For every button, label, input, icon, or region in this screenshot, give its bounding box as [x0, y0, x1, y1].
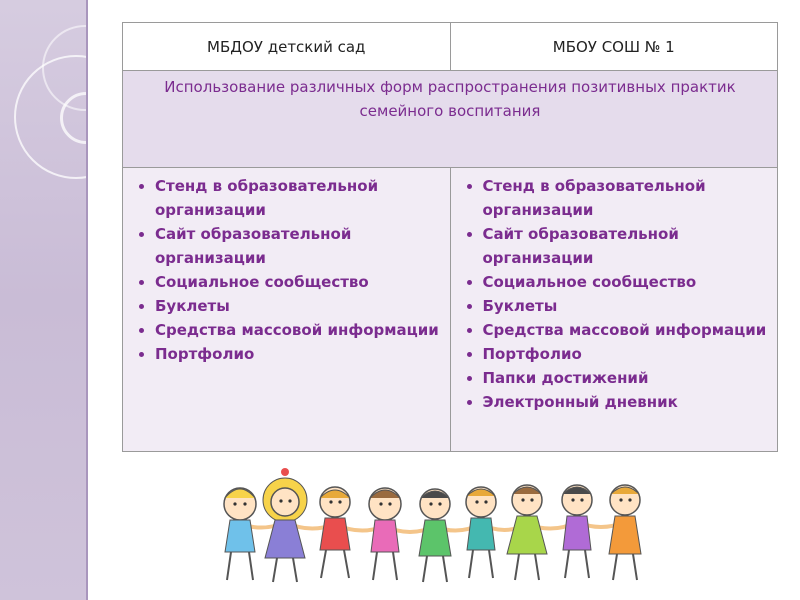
list-item: • Социальное сообщество	[155, 270, 442, 294]
list-item: • Сайт образовательной организации	[155, 222, 442, 270]
table-body-row	[123, 168, 778, 452]
list-item: • Стенд в образовательной организации	[483, 174, 770, 222]
child-figure	[466, 487, 496, 578]
column-header-school: МБОУ СОШ № 1	[450, 23, 778, 71]
table-header-row	[123, 23, 778, 71]
kindergarten-cell	[123, 168, 451, 452]
child-figure	[224, 488, 256, 580]
child-figure	[609, 485, 641, 580]
list-item: • Сайт образовательной организации	[483, 222, 770, 270]
child-figure	[369, 488, 401, 580]
child-figure	[562, 485, 592, 578]
list-item: • Средства массовой информации	[483, 318, 770, 342]
list-item: • Стенд в образовательной организации	[155, 174, 442, 222]
list-item: • Папки достижений	[483, 366, 770, 390]
child-figure	[320, 487, 350, 578]
table-subtitle: Использование различных форм распространения позитивных практик семейного воспитания	[123, 71, 778, 168]
list-item: • Буклеты	[155, 294, 442, 318]
list-item: • Портфолио	[483, 342, 770, 366]
list-item: • Портфолио	[155, 342, 442, 366]
list-item: • Буклеты	[483, 294, 770, 318]
child-figure	[507, 485, 547, 580]
comparison-table	[122, 22, 778, 452]
list-item: • Социальное сообщество	[483, 270, 770, 294]
school-list	[461, 174, 770, 414]
sidebar-edge	[86, 0, 88, 600]
table-subtitle-row	[123, 71, 778, 168]
children-holding-hands-illustration	[185, 462, 670, 590]
decorative-sidebar	[0, 0, 88, 600]
list-item: • Электронный дневник	[483, 390, 770, 414]
column-header-kindergarten: МБДОУ детский сад	[123, 23, 451, 71]
school-cell	[450, 168, 778, 452]
child-figure	[419, 489, 451, 582]
kindergarten-list	[133, 174, 442, 366]
list-item: • Средства массовой информации	[155, 318, 442, 342]
